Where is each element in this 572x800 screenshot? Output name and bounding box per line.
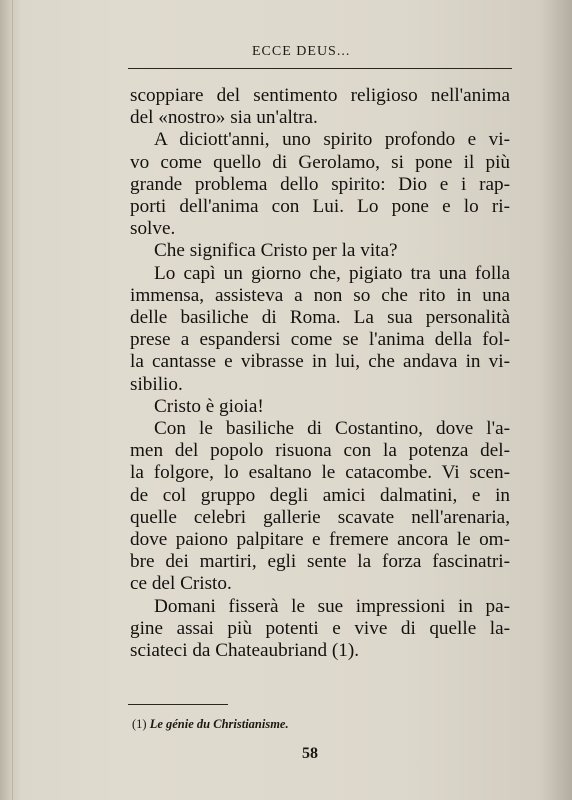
text-line: la folgore, lo esaltano le catacombe. Vi scen- xyxy=(130,462,510,484)
text-line: gine assai più potenti e vive di quelle la- xyxy=(130,617,510,639)
page-gutter xyxy=(12,0,13,800)
text-line: scoppiare del sentimento religioso nell'anima xyxy=(130,85,510,106)
text-line: Con le basiliche di Costantino, dove l'a- xyxy=(154,418,510,440)
text-line: A diciott'anni, uno spirito profondo e vi- xyxy=(154,129,510,151)
text-line: sciateci da Chateaubriand (1). xyxy=(130,640,360,662)
text-line: Lo capì un giorno che, pigiato tra una folla xyxy=(154,262,510,284)
text-line: ce del Cristo. xyxy=(130,573,232,595)
text-line: bre dei martiri, egli sente la forza fascinatri- xyxy=(130,551,510,573)
text-line: de col gruppo degli amici dalmatini, e in xyxy=(130,484,510,506)
text-line: men del popolo risuona con la potenza del- xyxy=(130,440,510,462)
header-rule xyxy=(128,68,512,69)
text-line: solve. xyxy=(130,218,176,240)
text-line: quelle celebri gallerie scavate nell'arenaria, xyxy=(130,506,510,528)
footnote xyxy=(132,717,289,732)
text-line: dove paiono palpitare e fremere ancora le om- xyxy=(130,529,510,551)
page-number: 58 xyxy=(302,745,318,762)
text-line: la cantasse e vibrasse in lui, che andava in vi- xyxy=(130,351,510,373)
text-line: delle basiliche di Roma. La sua personalità xyxy=(130,307,510,329)
text-line: Che significa Cristo per la vita? xyxy=(154,240,398,262)
footnote-title: Le génie du Christianisme. xyxy=(149,717,289,731)
text-line: prese a espandersi come se l'anima della fol- xyxy=(130,329,510,351)
body-text xyxy=(130,85,510,662)
text-line: sibilio. xyxy=(130,373,183,395)
text-line: Cristo è gioia! xyxy=(154,395,264,417)
text-line: vo come quello di Gerolamo, si pone il più xyxy=(130,151,510,173)
text-line: porti dell'anima con Lui. Lo pone e lo ri- xyxy=(130,196,510,218)
footnote-marker: (1) xyxy=(132,717,147,731)
running-head: ECCE DEUS... xyxy=(252,44,351,59)
text-line: del «nostro» sia un'altra. xyxy=(130,107,318,129)
text-line: immensa, assisteva a non so che rito in una xyxy=(130,284,510,306)
text-line: Domani fisserà le sue impressioni in pa- xyxy=(154,595,510,617)
text-line: grande problema dello spirito: Dio e i rap- xyxy=(130,173,510,195)
footnote-rule xyxy=(128,704,228,705)
